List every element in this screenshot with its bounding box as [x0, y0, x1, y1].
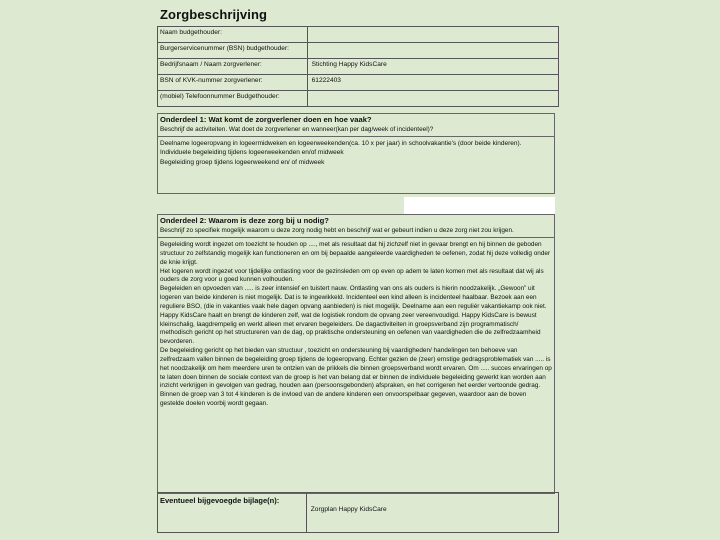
document-title: Zorgbeschrijving	[160, 7, 268, 22]
answer-paragraph: De begeleiding gericht op het bieden van structuur , toezicht en ondersteuning bij vaardigheden/ handelingen ten behoeve van zelfredzaam vallen binnen de begeleiding groep tijdens de logeeropvang. Echter gezien de (zeer) ernstige gedragsproblematiek van ..... is het noodzakelijk om hem meerdere uren te ontzien van de prikkels die binnen groepsverband wordt ervaren. Om ..... succes ervaringen op te laten doen binnen de sociale context van de groep is het van belang dat er binnen de individuele begeleiding gewerkt kan worden aan inzicht verkrijgen in gevolgen van gedrag, houden aan (persoonsgebonden) afspraken, en het corrigeren het eerder vertoonde gedrag. Binnen de groep van 3 tot 4 kinderen is de invloed van de andere kinderen een onvoorspelbaar gegeven, waardoor aan de boven gestelde doelen voorbij wordt gegaan.	[160, 347, 552, 408]
section-header	[158, 114, 554, 137]
answer-paragraph: Begeleiden en opvoeden van ..... is zeer intensief en tuistert nauw. Ontlasting van ons als ouders is hierin noodzakelijk. „Gewoon” uit logeren van beide kinderen is niet mogelijk. Dat is te ingewikkeld. Incidenteel een kind alleen is incidenteel haalbaar. Bezoek aan een reguliere BSO, (die in vakanties vaak hele dagen opvang aanbieden) is niet mogelijk. Deelname aan een reguliér vakantiekamp ook niet. Happy KidsCare haalt en brengt de kinderen zelf, wat de logistiek rondom de opvang zeer vereenvoudigd. Happy KidsCare is bewust kleinschalig, laagdrempelig en werkt alleen met ervaren begeleiders. De dagactiviteiten in groepsverband zijn programmatisch/ methodisch gericht op het structureren van de dag, op praktische ondersteuning en oefenen van vaardigheden die de zelfredzaamheid bevorderen.	[160, 285, 547, 346]
info-table	[157, 26, 559, 107]
section-answer	[158, 238, 554, 411]
info-row-budgethouder	[158, 27, 559, 43]
info-row-zorgverlener	[158, 59, 559, 75]
info-label: (mobiel) Telefoonnummer Budgethouder:	[158, 91, 308, 107]
answer-line: Begeleiding groep tijdens logeerweekend en/ of midweek	[160, 158, 325, 166]
info-label: Naam budgethouder:	[158, 27, 308, 43]
answer-line: Individuele begeleiding tijdens logeerweekenden en/of midweek	[160, 149, 344, 157]
bijlage-row	[158, 493, 559, 533]
info-value: 61222403	[307, 75, 558, 91]
info-value	[307, 43, 558, 59]
section-onderdeel-2	[157, 214, 555, 494]
info-row-telefoon	[158, 91, 559, 107]
info-row-bsn-budgethouder	[158, 43, 559, 59]
section-question: Beschrijf zo specifiek mogelijk waarom u deze zorg nodig hebt en beschrijf wat er gebeurt indien u deze zorg niet zou krijgen.	[160, 226, 514, 234]
info-value	[307, 91, 558, 107]
section-title: Onderdeel 1: Wat komt de zorgverlener doen en hoe vaak?	[160, 115, 372, 124]
answer-paragraph: Begeleiding wordt ingezet om toezicht te houden op ...., met als resultaat dat hij zichzelf niet in gevaar brengt en hij binnen de geboden structuur zo zelfstandig mogelijk kan functioneren en om bij bepaalde aangeleerde vaardigheden te oefenen, zodat hij deze volledig onder de knie krijgt.	[160, 241, 551, 266]
bijlage-label: Eventueel bijgevoegde bijlage(n):	[158, 493, 307, 533]
section-question: Beschrijf de activiteiten. Wat doet de zorgverlener en wanneer(kan per dag/week of incidenteel)?	[160, 125, 434, 133]
info-label: BSN of KVK-nummer zorgverlener:	[158, 75, 308, 91]
info-label: Bedrijfsnaam / Naam zorgverlener:	[158, 59, 308, 75]
section-title: Onderdeel 2: Waarom is deze zorg bij u nodig?	[160, 216, 329, 225]
blank-patch	[404, 197, 555, 215]
answer-paragraph: Het logeren wordt ingezet voor tijdelijke ontlasting voor de gezinsleden om op even op adem te laten komen met als resultaat dat wij als ouders de zorg voor u goed kunnen volhouden.	[160, 267, 544, 284]
info-value	[307, 27, 558, 43]
bijlage-table	[157, 492, 559, 533]
section-header	[158, 215, 554, 238]
section-onderdeel-1	[157, 113, 555, 194]
answer-line: Deelname logeeropvang in logeermidweken en logeerweekenden(ca. 10 x per jaar) in schoolvakantie's (door beide kinderen).	[160, 140, 522, 148]
info-row-kvk	[158, 75, 559, 91]
section-answer	[158, 137, 554, 169]
info-label: Burgerservicenummer (BSN) budgethouder:	[158, 43, 308, 59]
bijlage-value: Zorgplan Happy KidsCare	[306, 493, 558, 533]
info-value: Stichting Happy KidsCare	[307, 59, 558, 75]
